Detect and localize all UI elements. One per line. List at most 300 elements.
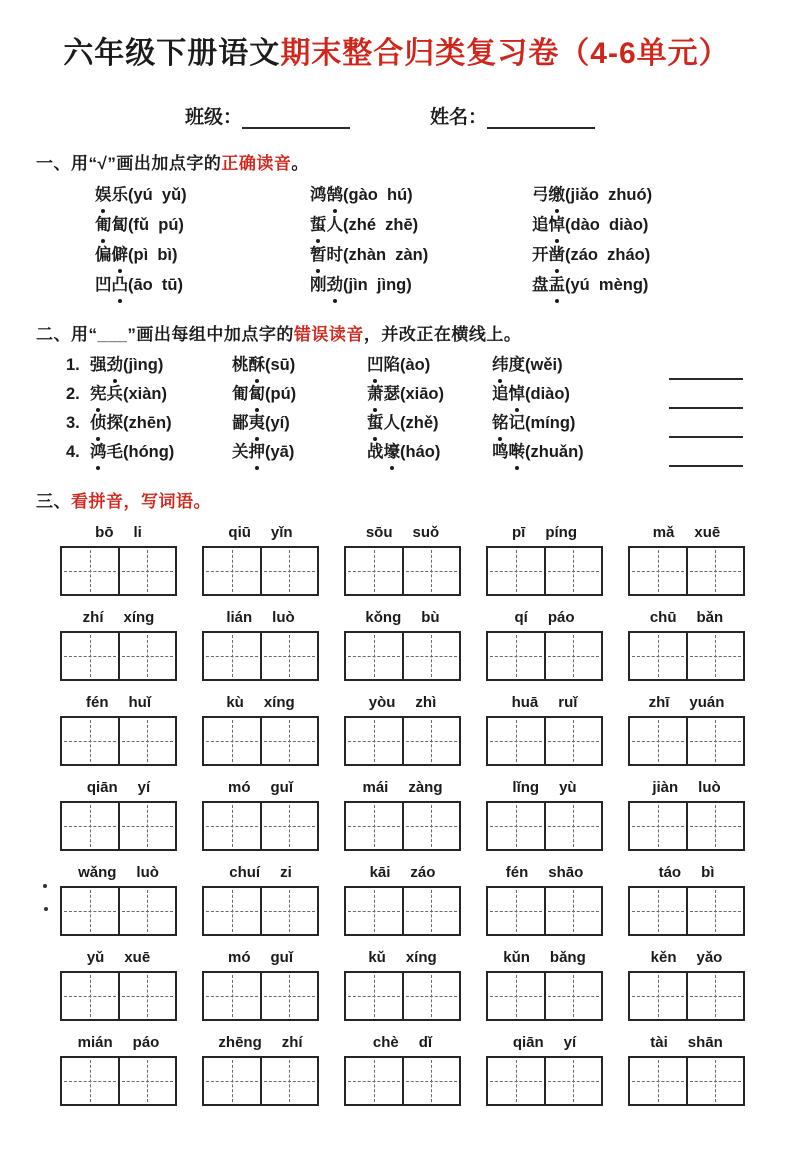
pinyin-options: (zhàn zàn) <box>343 246 429 264</box>
writing-grid <box>628 801 745 851</box>
character-writing-cell[interactable] <box>204 718 262 764</box>
character-writing-cell[interactable] <box>62 1058 120 1104</box>
writing-grid <box>344 801 461 851</box>
pinyin-reading: (xiàn) <box>123 385 168 403</box>
pinyin-word-item <box>60 949 177 1021</box>
character-writing-cell[interactable] <box>488 548 546 594</box>
character-writing-cell[interactable] <box>346 973 404 1019</box>
character-writing-cell[interactable] <box>630 803 688 849</box>
pronunciation-choice-item[interactable] <box>310 180 532 210</box>
pinyin-word-item <box>60 609 177 681</box>
pinyin-label: kǒng bù <box>365 609 440 626</box>
dotted-word: 侦探 <box>90 414 123 432</box>
dotted-word: 追悼 <box>492 385 525 403</box>
pinyin-label: yòu zhì <box>368 694 437 711</box>
pinyin-label: kǔ xíng <box>368 949 437 966</box>
writing-grid <box>486 971 603 1021</box>
writing-grid <box>486 546 603 596</box>
writing-grid <box>628 546 745 596</box>
character-writing-cell[interactable] <box>120 1058 176 1104</box>
word-with-pinyin[interactable] <box>492 380 652 409</box>
pinyin-word-item <box>486 609 603 681</box>
dotted-word: 匍匐 <box>232 385 265 403</box>
character-writing-cell[interactable] <box>404 973 460 1019</box>
writing-grid <box>628 971 745 1021</box>
pinyin-label: mó guǐ <box>228 949 293 966</box>
error-reading-row <box>66 380 793 409</box>
pinyin-word-item <box>628 694 745 766</box>
character-writing-cell[interactable] <box>630 548 688 594</box>
dotted-word: 萧瑟 <box>367 385 400 403</box>
character-writing-cell[interactable] <box>546 633 602 679</box>
correction-blank-line[interactable] <box>669 391 743 410</box>
pinyin-label: lǐng yù <box>512 779 577 796</box>
word-with-pinyin[interactable] <box>232 351 367 380</box>
pronunciation-choice-item[interactable] <box>310 210 532 240</box>
character-writing-cell[interactable] <box>488 718 546 764</box>
pinyin-label: lián luò <box>226 609 295 626</box>
writing-grid <box>486 886 603 936</box>
section2-rows <box>66 351 793 467</box>
word-with-pinyin[interactable] <box>367 351 492 380</box>
pinyin-word-item <box>344 609 461 681</box>
dotted-word: 强劲 <box>90 356 123 374</box>
dotted-word: 关押 <box>232 443 265 461</box>
writing-grid <box>344 971 461 1021</box>
character-writing-cell[interactable] <box>62 548 120 594</box>
character-writing-cell[interactable] <box>204 973 262 1019</box>
pinyin-reading: (yā) <box>265 443 295 461</box>
pronunciation-choice-item[interactable] <box>532 180 793 210</box>
pinyin-label: mái zàng <box>362 779 443 796</box>
error-reading-row <box>66 351 793 380</box>
word-with-pinyin[interactable] <box>232 438 367 467</box>
dotted-word: 鸿毛 <box>90 443 123 461</box>
pinyin-word-item <box>202 779 319 851</box>
pinyin-label: chū bǎn <box>649 609 724 626</box>
row-number: 4. <box>66 443 80 461</box>
character-writing-cell[interactable] <box>262 718 318 764</box>
character-writing-cell[interactable] <box>262 888 318 934</box>
section3-number: 三、 <box>36 492 71 511</box>
pinyin-label: táo bì <box>658 864 715 881</box>
pinyin-word-item <box>344 694 461 766</box>
character-writing-cell[interactable] <box>688 633 744 679</box>
pinyin-label: chuí zi <box>229 864 292 881</box>
character-writing-cell[interactable] <box>346 803 404 849</box>
character-writing-cell[interactable] <box>546 973 602 1019</box>
pinyin-label: huā ruǐ <box>511 694 578 711</box>
writing-grid <box>628 631 745 681</box>
dotted-word: 弓缴 <box>532 186 565 204</box>
writing-grid <box>202 801 319 851</box>
character-writing-cell[interactable] <box>204 803 262 849</box>
section2-highlight: 错误读音 <box>293 325 364 344</box>
pinyin-label: kāi záo <box>369 864 436 881</box>
writing-grid <box>60 716 177 766</box>
pinyin-word-item <box>486 949 603 1021</box>
dotted-word: 铭记 <box>492 414 525 432</box>
writing-grid <box>60 971 177 1021</box>
pinyin-reading: (yí) <box>265 414 290 432</box>
character-writing-cell[interactable] <box>404 803 460 849</box>
character-writing-cell[interactable] <box>62 718 120 764</box>
writing-grid <box>628 1056 745 1106</box>
pinyin-label: kǔn bǎng <box>503 949 586 966</box>
row-number: 2. <box>66 385 80 403</box>
correction-blank-line[interactable] <box>669 362 743 381</box>
character-writing-cell[interactable] <box>346 633 404 679</box>
word-with-pinyin[interactable] <box>367 438 492 467</box>
character-writing-cell[interactable] <box>488 633 546 679</box>
dotted-word: 凹凸 <box>95 276 128 294</box>
character-writing-cell[interactable] <box>346 548 404 594</box>
pinyin-word-item <box>60 524 177 596</box>
writing-grid <box>486 631 603 681</box>
dotted-word: 匍匐 <box>95 216 128 234</box>
pinyin-word-item <box>628 1034 745 1106</box>
character-writing-cell[interactable] <box>62 803 120 849</box>
pinyin-options: (zhé zhē) <box>343 216 419 234</box>
dotted-word: 蜇人 <box>310 216 343 234</box>
error-reading-row <box>66 409 793 438</box>
scan-artifact-dot <box>43 884 47 888</box>
character-writing-cell[interactable] <box>488 973 546 1019</box>
character-writing-cell[interactable] <box>546 718 602 764</box>
dotted-word: 偏僻 <box>95 246 128 264</box>
pinyin-writing-row <box>60 779 745 851</box>
dotted-word: 桃酥 <box>232 356 265 374</box>
character-writing-cell[interactable] <box>62 973 120 1019</box>
pinyin-options: (yú mèng) <box>565 276 649 294</box>
pinyin-reading: (zhuǎn) <box>525 443 584 461</box>
pronunciation-choice-item[interactable] <box>310 240 532 270</box>
character-writing-cell[interactable] <box>488 803 546 849</box>
dotted-word: 开凿 <box>532 246 565 264</box>
character-writing-cell[interactable] <box>204 1058 262 1104</box>
character-writing-cell[interactable] <box>404 718 460 764</box>
pinyin-label: wǎng luò <box>78 864 159 881</box>
writing-grid <box>628 886 745 936</box>
pinyin-word-item <box>202 864 319 936</box>
pinyin-word-item <box>344 864 461 936</box>
pinyin-options: (pì bì) <box>128 246 178 264</box>
pinyin-word-item <box>60 779 177 851</box>
writing-grid <box>344 631 461 681</box>
pinyin-label: tài shān <box>650 1034 723 1051</box>
pinyin-label: zhēng zhí <box>218 1034 303 1051</box>
pinyin-label: qí páo <box>514 609 575 626</box>
name-label: 姓名： <box>430 107 488 128</box>
character-writing-cell[interactable] <box>262 973 318 1019</box>
character-writing-cell[interactable] <box>630 633 688 679</box>
section2-suffix: ，并改正在横线上。 <box>363 325 522 344</box>
pinyin-options: (āo tū) <box>128 276 183 294</box>
pinyin-writing-row <box>60 609 745 681</box>
dotted-word: 追悼 <box>532 216 565 234</box>
word-with-pinyin[interactable] <box>492 351 652 380</box>
character-writing-cell[interactable] <box>488 1058 546 1104</box>
pinyin-word-item <box>60 1034 177 1106</box>
row-number: 1. <box>66 356 80 374</box>
pinyin-word-item <box>344 949 461 1021</box>
pinyin-options: (jiǎo zhuó) <box>565 186 653 204</box>
pinyin-label: zhí xíng <box>82 609 155 626</box>
pinyin-label: qiū yǐn <box>228 524 293 541</box>
pinyin-word-item <box>202 524 319 596</box>
writing-grid <box>202 546 319 596</box>
character-writing-cell[interactable] <box>62 633 120 679</box>
writing-grid <box>202 971 319 1021</box>
pinyin-label: kěn yǎo <box>650 949 723 966</box>
character-writing-cell[interactable] <box>120 973 176 1019</box>
writing-grid <box>60 886 177 936</box>
pinyin-word-item <box>628 524 745 596</box>
pinyin-reading: (hóng) <box>123 443 175 461</box>
dotted-word: 战壕 <box>367 443 400 461</box>
character-writing-cell[interactable] <box>630 973 688 1019</box>
character-writing-cell[interactable] <box>346 1058 404 1104</box>
character-writing-cell[interactable] <box>630 1058 688 1104</box>
pinyin-word-item <box>344 1034 461 1106</box>
section2-header <box>36 320 793 345</box>
pinyin-reading: (wěi) <box>525 356 563 374</box>
pinyin-label: sōu suǒ <box>365 524 440 541</box>
writing-grid <box>202 1056 319 1106</box>
pinyin-word-item <box>344 779 461 851</box>
writing-grid <box>344 886 461 936</box>
pinyin-word-item <box>628 609 745 681</box>
character-writing-cell[interactable] <box>688 973 744 1019</box>
dotted-word: 鸿鹄 <box>310 186 343 204</box>
character-writing-cell[interactable] <box>546 1058 602 1104</box>
section2-prefix: 用“___”画出每组中加点字的 <box>71 325 294 344</box>
pinyin-label: zhī yuán <box>648 694 725 711</box>
pronunciation-choice-item[interactable] <box>95 270 310 300</box>
pronunciation-choice-item[interactable] <box>95 180 310 210</box>
character-writing-cell[interactable] <box>404 548 460 594</box>
section3-grid <box>60 524 745 1106</box>
writing-grid <box>628 716 745 766</box>
pinyin-writing-row <box>60 694 745 766</box>
pinyin-label: mián páo <box>77 1034 160 1051</box>
pinyin-word-item <box>628 864 745 936</box>
name-blank-line[interactable] <box>487 107 595 129</box>
dotted-word: 娱乐 <box>95 186 128 204</box>
pinyin-word-item <box>202 694 319 766</box>
character-writing-cell[interactable] <box>404 1058 460 1104</box>
character-writing-cell[interactable] <box>346 888 404 934</box>
pinyin-reading: (zhēn) <box>123 414 172 432</box>
pinyin-label: bō li <box>95 524 142 541</box>
writing-grid <box>60 801 177 851</box>
pinyin-label: fén shāo <box>505 864 584 881</box>
writing-grid <box>202 631 319 681</box>
pinyin-label: yǔ xuē <box>86 949 151 966</box>
class-field <box>185 102 350 129</box>
pinyin-options: (záo zháo) <box>565 246 651 264</box>
pinyin-options: (jìn jìng) <box>343 276 412 294</box>
pinyin-word-item <box>486 1034 603 1106</box>
character-writing-cell[interactable] <box>204 888 262 934</box>
pinyin-reading: (ào) <box>400 356 431 374</box>
character-writing-cell[interactable] <box>262 633 318 679</box>
character-writing-cell[interactable] <box>120 633 176 679</box>
pinyin-reading: (míng) <box>525 414 576 432</box>
pinyin-word-item <box>202 1034 319 1106</box>
pinyin-options: (fǔ pú) <box>128 216 184 234</box>
character-writing-cell[interactable] <box>404 888 460 934</box>
pinyin-reading: (pú) <box>265 385 297 403</box>
section3-highlight: 看拼音，写词语。 <box>71 492 211 511</box>
word-with-pinyin[interactable] <box>232 380 367 409</box>
character-writing-cell[interactable] <box>546 888 602 934</box>
writing-grid <box>486 1056 603 1106</box>
writing-grid <box>60 546 177 596</box>
pinyin-label: qiān yí <box>86 779 151 796</box>
pinyin-writing-row <box>60 1034 745 1106</box>
pinyin-word-item <box>202 949 319 1021</box>
dotted-word: 纬度 <box>492 356 525 374</box>
pinyin-reading: (jìng) <box>123 356 164 374</box>
pinyin-label: chè dǐ <box>372 1034 433 1051</box>
character-writing-cell[interactable] <box>120 548 176 594</box>
section3-header <box>36 487 793 512</box>
title-black-part: 六年级下册语文 <box>63 37 281 70</box>
character-writing-cell[interactable] <box>488 888 546 934</box>
character-writing-cell[interactable] <box>688 548 744 594</box>
pinyin-reading: (zhě) <box>400 414 439 432</box>
word-with-pinyin[interactable] <box>367 380 492 409</box>
scan-artifact-dot <box>44 907 48 911</box>
pronunciation-choice-item[interactable] <box>532 210 793 240</box>
character-writing-cell[interactable] <box>688 718 744 764</box>
class-label: 班级： <box>185 107 243 128</box>
pinyin-reading: (háo) <box>400 443 441 461</box>
word-with-pinyin[interactable] <box>90 351 232 380</box>
student-info-line <box>185 102 793 129</box>
pinyin-label: mǎ xuē <box>652 524 721 541</box>
character-writing-cell[interactable] <box>346 718 404 764</box>
section1-prefix: 用“√”画出加点字的 <box>71 154 222 173</box>
character-writing-cell[interactable] <box>120 888 176 934</box>
pinyin-label: qiān yí <box>512 1034 577 1051</box>
pronunciation-choice-item[interactable] <box>95 240 310 270</box>
character-writing-cell[interactable] <box>204 633 262 679</box>
word-with-pinyin[interactable] <box>232 409 367 438</box>
pinyin-reading: (xiāo) <box>400 385 445 403</box>
writing-grid <box>60 631 177 681</box>
writing-grid <box>486 716 603 766</box>
word-with-pinyin[interactable] <box>90 409 232 438</box>
writing-grid <box>202 886 319 936</box>
character-writing-cell[interactable] <box>262 548 318 594</box>
dotted-word: 鄙夷 <box>232 414 265 432</box>
pinyin-word-item <box>486 524 603 596</box>
character-writing-cell[interactable] <box>62 888 120 934</box>
pinyin-word-item <box>344 524 461 596</box>
writing-grid <box>344 1056 461 1106</box>
pinyin-label: jiàn luò <box>652 779 721 796</box>
dotted-word: 盘盂 <box>532 276 565 294</box>
character-writing-cell[interactable] <box>546 803 602 849</box>
pinyin-word-item <box>486 779 603 851</box>
writing-grid <box>344 716 461 766</box>
character-writing-cell[interactable] <box>688 888 744 934</box>
pinyin-label: pī píng <box>512 524 577 541</box>
correction-blank-line[interactable] <box>669 420 743 439</box>
section2-number: 二、 <box>36 325 71 344</box>
pronunciation-choice-item[interactable] <box>532 270 793 300</box>
error-reading-row <box>66 438 793 467</box>
dotted-word: 暂时 <box>310 246 343 264</box>
pinyin-word-item <box>60 864 177 936</box>
word-with-pinyin[interactable] <box>90 438 232 467</box>
character-writing-cell[interactable] <box>630 718 688 764</box>
pinyin-options: (gào hú) <box>343 186 413 204</box>
pronunciation-choice-item[interactable] <box>95 210 310 240</box>
word-with-pinyin[interactable] <box>492 438 652 467</box>
section1-number: 一、 <box>36 154 71 173</box>
dotted-word: 宪兵 <box>90 385 123 403</box>
writing-grid <box>202 716 319 766</box>
section1-items <box>95 180 793 300</box>
character-writing-cell[interactable] <box>262 1058 318 1104</box>
word-with-pinyin[interactable] <box>367 409 492 438</box>
pinyin-writing-row <box>60 949 745 1021</box>
character-writing-cell[interactable] <box>630 888 688 934</box>
dotted-word: 凹陷 <box>367 356 400 374</box>
pinyin-word-item <box>628 779 745 851</box>
writing-grid <box>60 1056 177 1106</box>
writing-grid <box>486 801 603 851</box>
section1-suffix: 。 <box>291 154 309 173</box>
worksheet-page <box>0 28 793 1106</box>
character-writing-cell[interactable] <box>546 548 602 594</box>
dotted-word: 鸣啭 <box>492 443 525 461</box>
pinyin-label: fén huǐ <box>86 694 151 711</box>
pinyin-reading: (diào) <box>525 385 570 403</box>
pronunciation-choice-item[interactable] <box>532 240 793 270</box>
section1-highlight: 正确读音 <box>221 154 292 173</box>
character-writing-cell[interactable] <box>120 718 176 764</box>
character-writing-cell[interactable] <box>404 633 460 679</box>
class-blank-line[interactable] <box>242 107 350 129</box>
word-with-pinyin[interactable] <box>90 380 232 409</box>
pronunciation-choice-item[interactable] <box>310 270 532 300</box>
correction-blank-line[interactable] <box>669 449 743 468</box>
title-red-part: 期末整合归类复习卷（4-6单元） <box>280 37 730 70</box>
row-number: 3. <box>66 414 80 432</box>
pinyin-word-item <box>202 609 319 681</box>
pinyin-options: (dào diào) <box>565 216 649 234</box>
name-field <box>430 102 595 129</box>
character-writing-cell[interactable] <box>204 548 262 594</box>
word-with-pinyin[interactable] <box>492 409 652 438</box>
character-writing-cell[interactable] <box>262 803 318 849</box>
pinyin-label: kù xíng <box>226 694 295 711</box>
character-writing-cell[interactable] <box>688 803 744 849</box>
dotted-word: 刚劲 <box>310 276 343 294</box>
pinyin-reading: (sū) <box>265 356 296 374</box>
pinyin-options: (yú yǔ) <box>128 186 187 204</box>
character-writing-cell[interactable] <box>120 803 176 849</box>
pinyin-word-item <box>60 694 177 766</box>
character-writing-cell[interactable] <box>688 1058 744 1104</box>
writing-grid <box>344 546 461 596</box>
dotted-word: 蜇人 <box>367 414 400 432</box>
page-title <box>0 28 793 72</box>
